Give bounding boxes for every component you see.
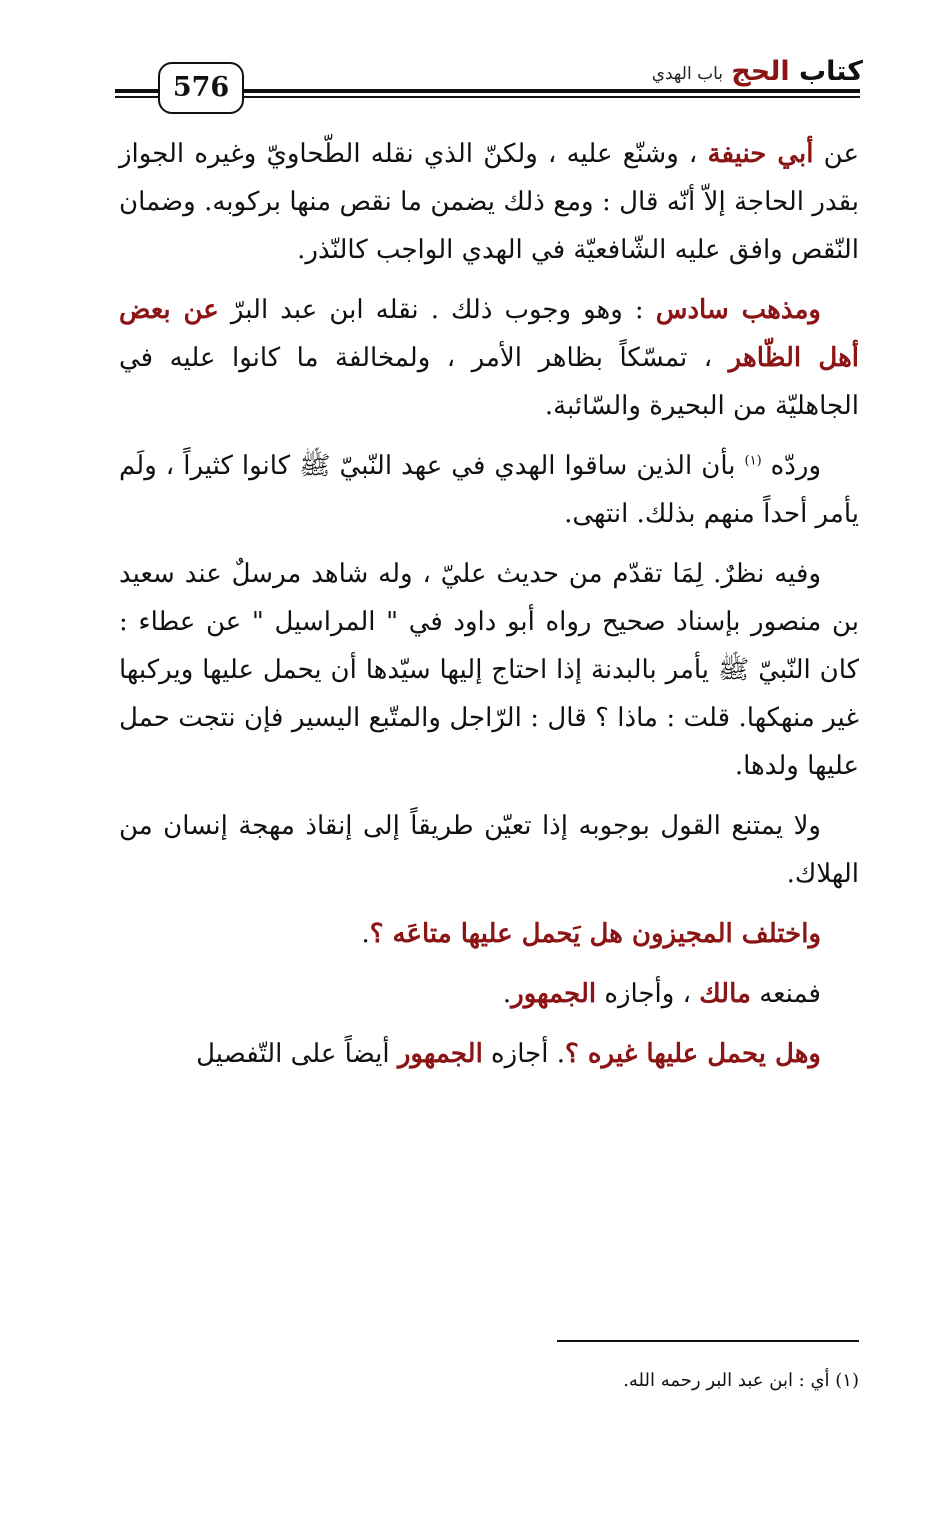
paragraph — [119, 970, 859, 1018]
body-text: : وهو وجوب ذلك . نقله ابن عبد البرّ — [218, 295, 656, 325]
body-text: بأن الذين ساقوا الهدي في عهد النّبيّ ﷺ كانوا كثيراً ، ولَم يأمر أحداً منهم بذلك. انتهى. — [119, 451, 859, 529]
paragraph — [119, 802, 859, 898]
highlighted-text: وهل يحمل عليها غيره ؟ — [565, 1039, 821, 1069]
body-text: . — [361, 919, 370, 949]
body-text: . — [502, 979, 512, 1009]
paragraph — [119, 442, 859, 538]
footnote: (١) أي : ابن عبد البر رحمه الله. — [623, 1370, 859, 1391]
body-text: أيضاً على التّفصيل — [196, 1039, 398, 1069]
highlighted-text: مالك — [699, 979, 751, 1009]
body-text: ولا يمتنع القول بوجوبه إذا تعيّن طريقاً إلى إنقاذ مهجة إنسان من الهلاك. — [119, 811, 859, 889]
paragraph — [119, 550, 859, 790]
book-title-word: كتاب — [799, 56, 863, 87]
page-number: 576 — [158, 62, 244, 114]
highlighted-text: ومذهب سادس — [655, 295, 821, 325]
highlighted-text: أبي حنيفة — [707, 139, 814, 169]
highlighted-text: عن بعض أهل الظّاهر — [119, 295, 860, 373]
highlighted-text: الجمهور — [511, 979, 597, 1009]
body-text: عن — [813, 139, 859, 169]
paragraph — [119, 286, 859, 430]
page-header — [0, 0, 945, 130]
body-text: وفيه نظرٌ. لِمَا تقدّم من حديث عليّ ، وله شاهد مرسلٌ عند سعيد بن منصور بإسناد صحيح رواه أبو داود في " المراسيل " عن عطاء : كان النّبيّ ﷺ يأمر بالبدنة إذا احتاج إليها سيّدها أن يحمل عليها ويركبها غير منهكها. قلت : ماذا ؟ قال : الرّاجل والمتّبع اليسير فإن نتجت حمل عليها ولدها. — [119, 559, 859, 781]
body-text: . أجازه — [482, 1039, 565, 1069]
footnote-marker: (١) — [744, 453, 762, 469]
page-body — [119, 130, 859, 1090]
body-text: وردّه — [761, 451, 821, 481]
body-text: ، وأجازه — [596, 979, 700, 1009]
highlighted-text: الجمهور — [397, 1039, 483, 1069]
body-text: فمنعه — [750, 979, 821, 1009]
book-title — [731, 54, 863, 90]
book-title-subject: الحج — [731, 56, 790, 87]
paragraph — [119, 130, 859, 274]
paragraph — [119, 910, 859, 958]
chapter-title: باب الهدي — [651, 64, 723, 84]
footnote-separator — [557, 1340, 859, 1342]
highlighted-text: واختلف المجيزون هل يَحمل عليها متاعَه ؟ — [369, 919, 821, 949]
body-text: ، تمسّكاً بظاهر الأمر ، ولمخالفة ما كانوا عليه في الجاهليّة من البحيرة والسّائبة. — [119, 343, 859, 421]
body-text: ، وشنّع عليه ، ولكنّ الذي نقله الطّحاويّ وغيره الجواز بقدر الحاجة إلاّ أنّه قال : ومع ذلك يضمن ما نقص منها بركوبه. وضمان النّقص وافق عليه الشّافعيّة في الهدي الواجب كالنّذر. — [119, 139, 859, 265]
paragraph — [119, 1030, 859, 1078]
